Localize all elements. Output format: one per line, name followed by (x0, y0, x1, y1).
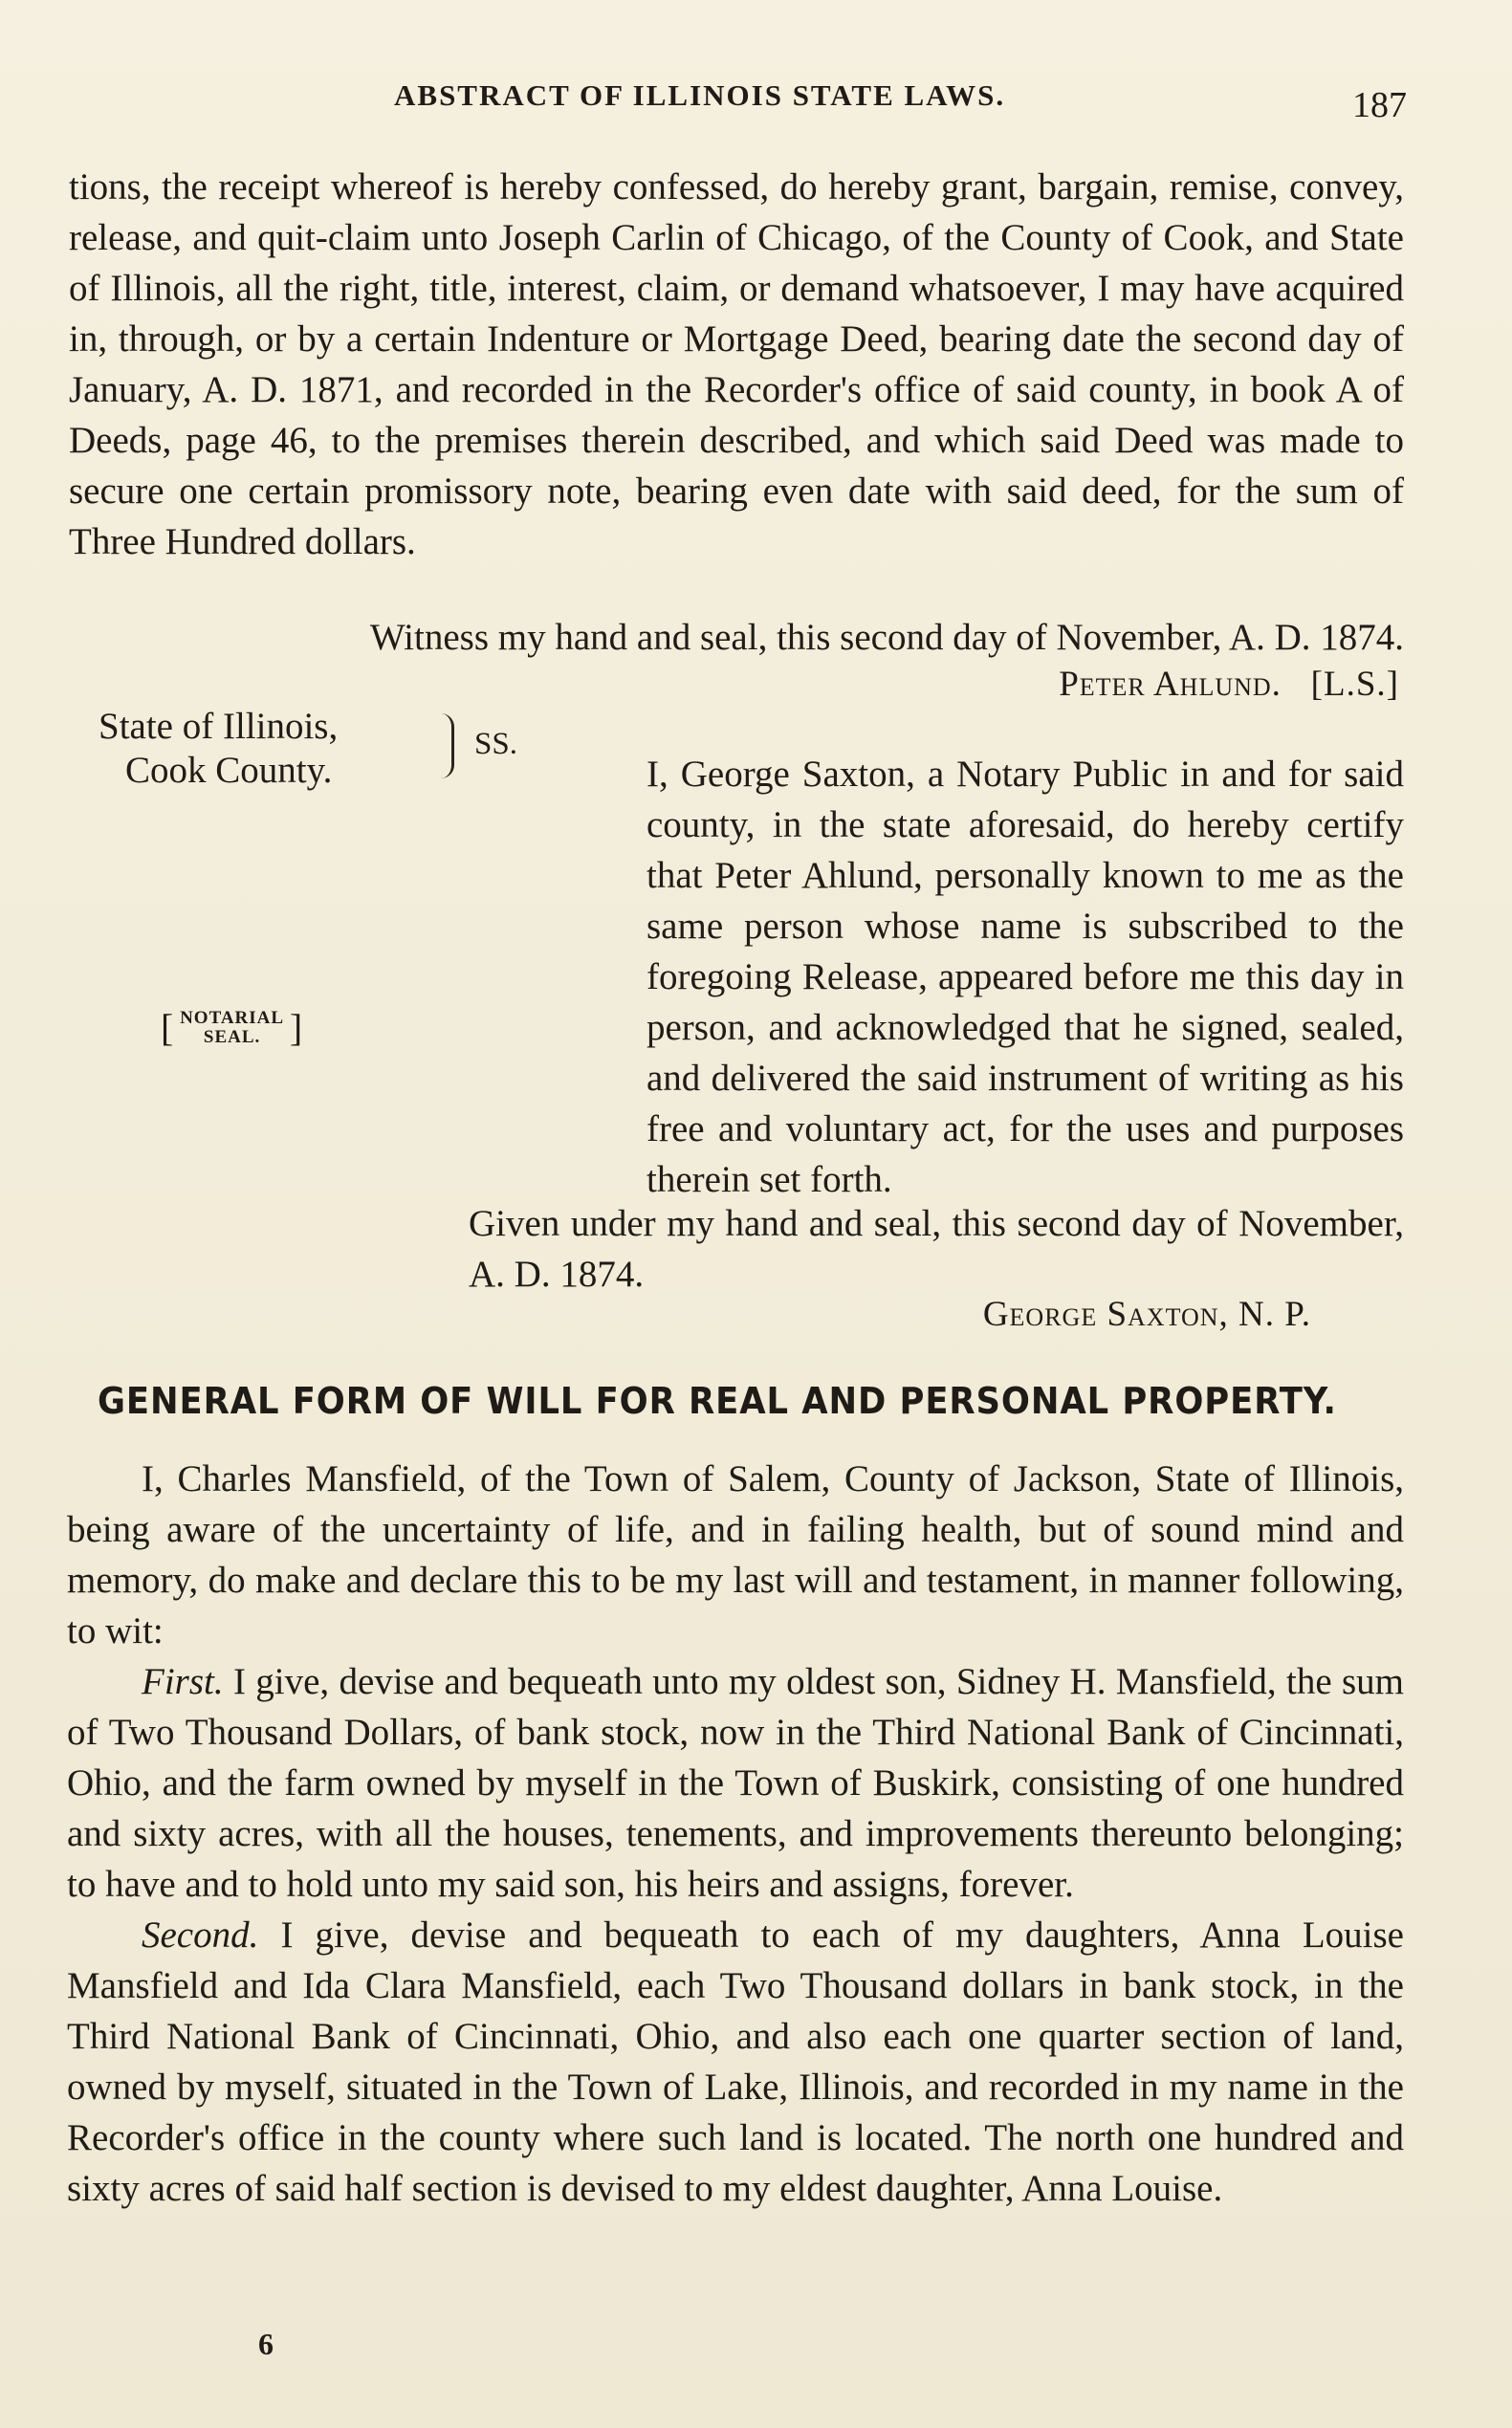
will-clause-second (67, 1910, 1404, 2214)
clause-label-second: Second. (142, 1914, 259, 1956)
given-paragraph (430, 1198, 1404, 1300)
seal-line-2: SEAL. (203, 1027, 261, 1047)
seal-line-1: NOTARIAL (180, 1008, 285, 1028)
section-heading: GENERAL FORM OF WILL FOR REAL AND PERSONAL PROPERTY. (98, 1380, 1337, 1422)
signature-peter-ahlund (1059, 664, 1399, 705)
clause-text-second: I give, devise and bequeath to each of my daughters, Anna Louise Mansfield and Ida Clara Mansfield, each Two Thousand dollars in bank stock, in the Third National Bank of Cincinnati, Ohio, and also each one quarter section of land, owned by myself, situated in the Town of Lake, Illinois, and recorded in my name in the Recorder's office in the county where such land is located. The north one hundred and sixty acres of said half section is devised to my eldest daughter, Anna Louise. (67, 1914, 1404, 2209)
notary-certificate-text: I, George Saxton, a Notary Public in and for said county, in the state aforesaid, do hereby certify that Peter Ahlund, personally known to me as the same person whose name is subscribed to the foregoing Release, appeared before me this day in person, and acknowledged that he signed, sealed, and delivered the said instrument of writing as his free and voluntary act, for the uses and purposes therein set forth. (646, 754, 1404, 1200)
will-intro: I, Charles Mansfield, of the Town of Salem, County of Jackson, State of Illinois, being aware of the uncertainty of life, and in failing health, but of sound mind and memory, do make and declare this to be my last will and testament, in manner following, to wit: (67, 1458, 1404, 1651)
signature-mark: 6 (258, 2327, 274, 2361)
given-text: Given under my hand and seal, this second day of November, A. D. 1874. (469, 1203, 1404, 1295)
signature-name: Peter Ahlund. (1059, 665, 1282, 704)
seal-bracket-left: [ (161, 1006, 175, 1049)
witness-line: Witness my hand and seal, this second day of November, A. D. 1874. (369, 617, 1404, 658)
clause-label-first: First. (142, 1661, 224, 1702)
venue-block (99, 705, 338, 793)
venue-state: State of Illinois, (99, 706, 339, 747)
page-number: 187 (1352, 85, 1407, 125)
will-body (67, 1454, 1404, 2214)
will-clause-first (67, 1656, 1404, 1910)
signature-george-saxton: George Saxton, N. P. (982, 1295, 1311, 1334)
locus-sigilli: [L.S.] (1310, 665, 1399, 704)
notary-certificate (430, 749, 1404, 1205)
seal-bracket-right: ] (289, 1006, 304, 1049)
release-paragraph: tions, the receipt whereof is hereby confessed, do hereby grant, bargain, remise, convey, release, and quit-claim unto Joseph Carlin of Chicago, of the County of Cook, and State of Illinois, all the right, title, interest, claim, or demand whatsoever, I may have acquired in, through, or by a certain Indenture or Mortgage Deed, bearing date the second day of January, A. D. 1871, and recorded in the Recorder's office of said county, in book A of Deeds, page 46, to the premises therein described, and which said Deed was made to secure one certain promissory note, bearing even date with said deed, for the sum of Three Hundred dollars. (69, 166, 1404, 562)
venue-ss: SS. (474, 727, 517, 761)
running-head: ABSTRACT OF ILLINOIS STATE LAWS. (394, 78, 1006, 112)
clause-text-first: I give, devise and bequeath unto my oldest son, Sidney H. Mansfield, the sum of Two Thousand Dollars, of bank stock, now in the Third National Bank of Cincinnati, Ohio, and the farm owned by myself in the Town of Buskirk, consisting of one hundred and sixty acres, with all the houses, tenements, and improvements thereunto belonging; to have and to hold unto my said son, his heirs and assigns, forever. (67, 1661, 1405, 1905)
venue-county: Cook County. (125, 750, 333, 791)
notarial-seal (161, 1006, 304, 1049)
